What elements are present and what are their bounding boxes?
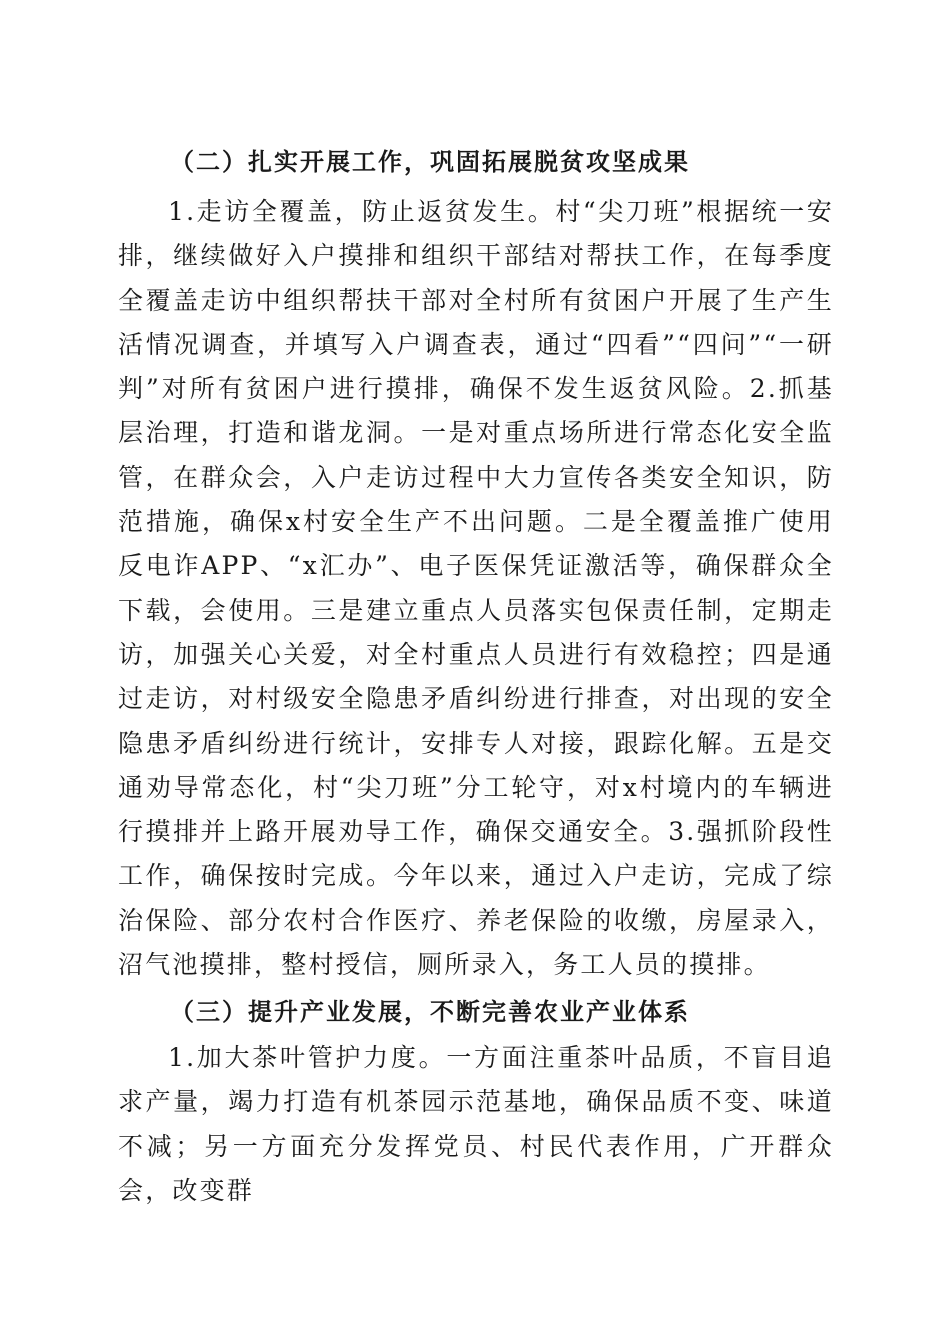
section-2-paragraph: 1.走访全覆盖，防止返贫发生。村“尖刀班”根据统一安排，继续做好入户摸排和组织干部结对帮扶工作，在每季度全覆盖走访中组织帮扶干部对全村所有贫困户开展了生产生活情况调查，并填写入户调查表，通过“四看”“四问”“一研判”对所有贫困户进行摸排，确保不发生返贫风险。2.抓基层治理，打造和谐龙洞。一是对重点场所进行常态化安全监管，在群众会，入户走访过程中大力宣传各类安全知识，防范措施，确保x村安全生产不出问题。二是全覆盖推广使用反电诈APP、“x汇办”、电子医保凭证激活等，确保群众全下载，会使用。三是建立重点人员落实包保责任制，定期走访，加强关心关爱，对全村重点人员进行有效稳控；四是通过走访，对村级安全隐患矛盾纠纷进行排查，对出现的安全隐患矛盾纠纷进行统计，安排专人对接，跟踪化解。五是交通劝导常态化，村“尖刀班”分工轮守，对x村境内的车辆进行摸排并上路开展劝导工作，确保交通安全。3.强抓阶段性工作，确保按时完成。今年以来，通过入户走访，完成了综治保险、部分农村合作医疗、养老保险的收缴，房屋录入，沼气池摸排，整村授信，厕所录入，务工人员的摸排。 [118,197,834,980]
section-3-heading: （三）提升产业发展，不断完善农业产业体系 [170,997,690,1026]
section-3-paragraph: 1.加大茶叶管护力度。一方面注重茶叶品质，不盲目追求产量，竭力打造有机茶园示范基地，确保品质不变、味道不减；另一方面充分发挥党员、村民代表作用，广开群众会，改变群 [118,1043,834,1205]
section-2-heading: （二）扎实开展工作，巩固拓展脱贫攻坚成果 [170,147,690,176]
